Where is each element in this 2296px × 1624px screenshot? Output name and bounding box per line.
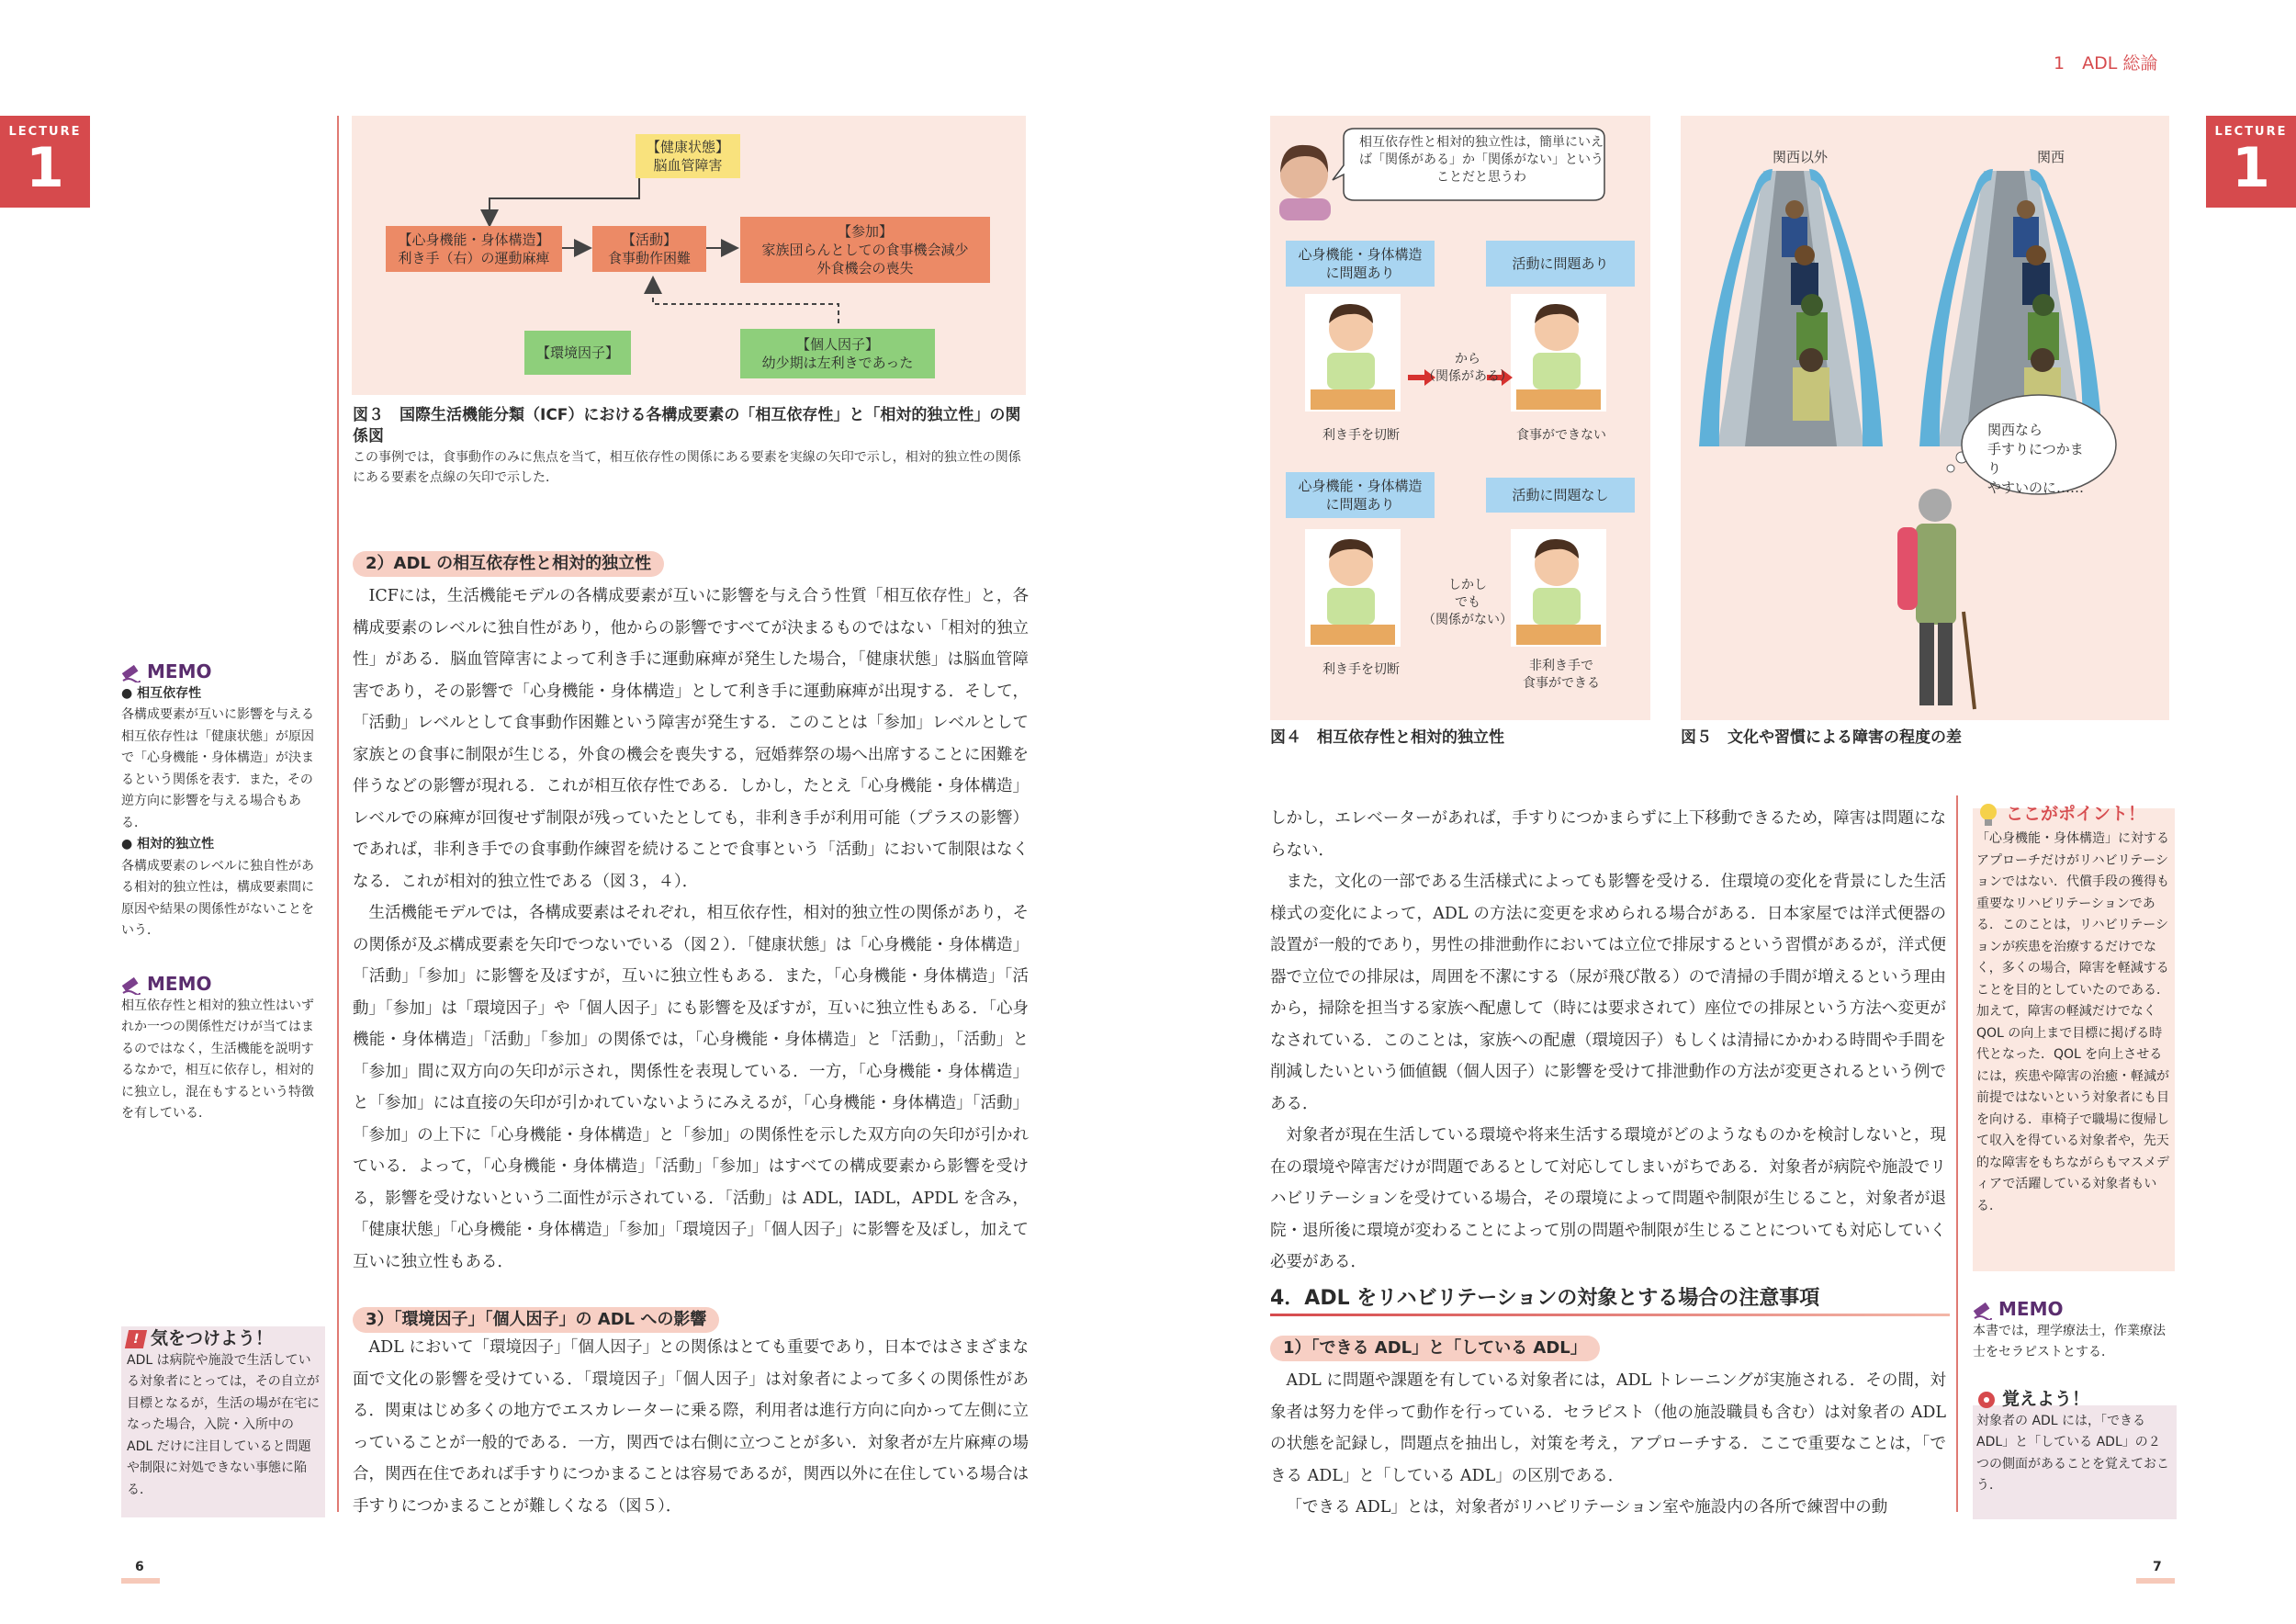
section-3-body xyxy=(353,1332,1029,1522)
figure-3-caption-title: 図３ 国際生活機能分類（ICF）における各構成要素の「相互依存性」と「相対的独立性」の関係図 xyxy=(353,406,1021,445)
section-2-body xyxy=(353,581,1029,1278)
section-2-paragraph-1: ICFには，生活機能モデルの各構成要素が互いに影響を与え合う性質「相互依存性」と，各構成要素のレベルに独自性があり，他からの影響ですべてが決まるものではない「相対的独立性」がある．脳血管障害によって利き手に運動麻痺が発生した場合，「健康状態」は脳血管障害であり，その影響で「心身機能・身体構造」として利き手に運動麻痺が出現する．そして，「活動」レベルとして食事動作困難という障害が発生する．このことは「参加」レベルとして家族との食事に制限が生じる，外食の機会を喪失する，冠婚葬祭の場へ出席することに困難を伴うなどの影響が現れる．これが相互依存性である．しかし，たとえ「心身機能・身体構造」レベルでの麻痺が回復せず制限が残っていたとしても，非利き手が利用可能（プラスの影響）であれば，非利き手での食事動作練習を続けることで食事という「活動」において制限はなくなる．これが相対的独立性である（図３，４）． xyxy=(353,587,1029,891)
figure-4-caption: 図４ 相互依存性と相対的独立性 xyxy=(1270,728,1504,747)
remember-text: 対象者の ADL には，「できる ADL」と「している ADL」の２つの側面があることを覚えておこう． xyxy=(1976,1413,2169,1493)
lecture-tab-right xyxy=(2206,116,2296,208)
label-body-problem-1-text: 心身機能・身体構造 に問題あり xyxy=(1298,246,1423,281)
label-body-problem-2 xyxy=(1286,472,1435,518)
memo-2 xyxy=(121,974,325,1125)
speech-bubble-text: 相互依存性と相対的独立性は，簡単にいえば「関係がある」か「関係がない」ということだと思うわ xyxy=(1359,135,1604,185)
section-1-title: 1）「できる ADL」と「している ADL」 xyxy=(1270,1336,1600,1361)
icf-health-condition-box xyxy=(636,134,740,178)
label-activity-no-problem xyxy=(1486,478,1635,513)
lecture-label: LECTURE xyxy=(2214,125,2288,139)
label-body-problem-1 xyxy=(1286,241,1435,287)
label-activity-problem xyxy=(1486,241,1635,287)
right-body-top xyxy=(1270,803,1946,1279)
memo-1-bullet-2: ● 相対的独立性 xyxy=(121,837,215,851)
memo-right-text: 本書では，理学療法士，作業療法士をセラピストとする． xyxy=(1973,1323,2166,1359)
memo-1-text-2: 各構成要素のレベルに独自性がある相対的独立性は，構成要素間に原因や結果の関係性がないことをいう． xyxy=(121,858,314,938)
kid-4 xyxy=(1511,529,1606,647)
memo-2-text: 相互依存性と相対的独立性はいずれか一つの関係性だけが当てはまるのではなく，生活機能を説明するなかで，相互に依存し，相対的に独立し，混在もするという特徴を有している． xyxy=(121,998,314,1121)
page-number-bar-right xyxy=(2136,1578,2175,1584)
caution-content xyxy=(127,1328,321,1501)
point-text: 「心身機能・身体構造」に対するアプローチだけがリハビリテーションではない．代償手段の獲得も重要なリハビリテーションである．このことは，リハビリテーションが疾患を治療するだけでなく，多くの場合，障害を軽減することを目的としていたのである．加えて，障害の軽減だけでなく QOL の向上まで目標に掲げる時代となった．QOL を向上させるには，疾患や障害の治癒・軽減が前提ではないという対象者にも目を向ける．車椅子で職場に復帰して収入を得ている対象者や，先天的な障害をもちながらもマスメディアで活躍している対象者もいる． xyxy=(1976,831,2169,1213)
pencil-icon xyxy=(1973,1300,1993,1320)
label-activity-no-problem-text: 活動に問題なし xyxy=(1512,487,1609,503)
memo-1-title: MEMO xyxy=(147,660,212,682)
point-heading xyxy=(1976,801,2171,829)
right-body-bottom xyxy=(1270,1365,1946,1524)
escalator-left xyxy=(1699,169,1883,446)
page-number-left: 6 xyxy=(135,1560,144,1574)
memo-right-title: MEMO xyxy=(1998,1298,2064,1320)
chapter-4-title: 4．ADL をリハビリテーションの対象とする場合の注意事項 xyxy=(1270,1287,1820,1310)
icf-body-function-box xyxy=(386,226,562,272)
kid-1 xyxy=(1305,294,1401,412)
label-body-problem-2-text: 心身機能・身体構造 に問題あり xyxy=(1298,478,1423,513)
caution-text: ADL は病院や施設で生活している対象者にとっては，その自立が目標となるが，生活の場が在宅になった場合，入院・入所中の ADL だけに注目していると問題や制限に対処できない事態に陥る． xyxy=(127,1352,320,1497)
caption-cut-hand-1: 利き手を切断 xyxy=(1322,428,1400,443)
section-1-paragraph-2: 「できる ADL」とは，対象者がリハビリテーション室や施設内の各所で練習中の動 xyxy=(1286,1498,1888,1517)
memo-1 xyxy=(121,661,325,942)
memo-2-title: MEMO xyxy=(147,973,212,995)
remember-title: 覚えよう！ xyxy=(2002,1389,2090,1409)
figure-4-illustration xyxy=(1270,116,1650,720)
icf-participation-text: 【参加】 家族団らんとしての食事機会減少 外食機会の喪失 xyxy=(761,223,969,276)
caption-cut-hand-2: 利き手を切断 xyxy=(1322,662,1400,677)
icf-personal-box xyxy=(740,329,935,378)
figure-5-illustration xyxy=(1681,116,2169,720)
lecture-number: 1 xyxy=(26,136,64,200)
woman-avatar xyxy=(1279,145,1331,220)
column-divider-left xyxy=(337,116,339,1512)
section-2-paragraph-2: 生活機能モデルでは，各構成要素はそれぞれ，相互依存性，相対的独立性の関係があり，その関係が及ぶ構成要素を矢印でつないでいる（図２）．「健康状態」は「心身機能・身体構造」「活動」「参加」に影響を及ぼすが，互いに独立性もある．また，「心身機能・身体構造」「活動」「参加」は「環境因子」や「個人因子」にも影響を及ぼすが，互いに独立性もある．「心身機能・身体構造」「活動」「参加」の関係では，「心身機能・身体構造」と「活動」，「活動」と「参加」間に双方向の矢印が示され，関係性を表現している．一方，「心身機能・身体構造」と「参加」には直接の矢印が引かれていないようにみえるが，「心身機能・身体構造」「活動」「参加」の上下に「心身機能・身体構造」と「参加」の関係性を示した双方向の矢印が引かれている．よって，「心身機能・身体構造」「活動」「参加」はすべての構成要素から影響を受ける，影響を受けないという二面性が示されている．「活動」は ADL，IADL，APDL を含み，「健康状態」「心身機能・身体構造」「参加」「環境因子」「個人因子」に影響を及ぼし，加えて互いに独立性もある． xyxy=(353,904,1029,1271)
icf-body-text: 【心身機能・身体構造】 利き手（右）の運動麻痺 xyxy=(398,231,550,266)
pin-icon xyxy=(1976,1390,1997,1410)
caution-heading xyxy=(127,1328,321,1350)
memo-2-heading xyxy=(121,974,325,996)
elderly-man xyxy=(1897,489,1975,709)
memo-1-text-1: 各構成要素が互いに影響を与える相互依存性は「健康状態」が原因で「心身機能・身体構造」が決まるという関係を表す．また，その逆方向に影響を与える場合もある． xyxy=(121,707,314,830)
memo-1-bullet-1: ● 相互依存性 xyxy=(121,685,202,701)
memo-right-heading xyxy=(1973,1299,2177,1321)
icf-environment-box xyxy=(524,331,631,375)
point-title: ここがポイント！ xyxy=(2006,804,2146,825)
memo-1-heading xyxy=(121,661,325,683)
icf-personal-text: 【個人因子】 幼少期は左利きであった xyxy=(761,336,914,371)
kid-3 xyxy=(1305,529,1401,647)
icf-health-text: 【健康状態】 脳血管障害 xyxy=(646,139,729,174)
page-number-bar-left xyxy=(121,1578,160,1584)
thought-bubble-text: 関西なら 手すりにつかまり やすいのに…… xyxy=(1987,422,2085,496)
lightbulb-icon xyxy=(1976,801,2000,829)
lecture-tab-left xyxy=(0,116,90,208)
label-outside-kansai: 関西以外 xyxy=(1773,149,1829,165)
remember-heading xyxy=(1976,1389,2173,1411)
section-1-paragraph-1: ADL に問題や課題を有している対象者には，ADL トレーニングが実施される．その間，対象者は努力を伴って動作を行っている．セラピスト（他の施設職員も含む）は対象者の ADL の状態を記録し，問題点を抽出し，対策を考え，アプローチする．ここで重要なことは，「できる ADL」と「している ADL」の区別である． xyxy=(1270,1371,1946,1485)
caution-title: 気をつけよう！ xyxy=(151,1328,274,1348)
icf-activity-box xyxy=(592,226,706,272)
exclamation-icon: ! xyxy=(125,1330,147,1348)
lecture-label: LECTURE xyxy=(8,125,82,139)
label-activity-problem-text: 活動に問題あり xyxy=(1512,255,1609,272)
remember-content xyxy=(1976,1389,2173,1497)
section-3-title: 3）「環境因子」「個人因子」の ADL への影響 xyxy=(353,1307,719,1333)
pencil-icon xyxy=(121,975,141,995)
caption-eat-non-dominant: 非利き手で 食事ができる xyxy=(1523,659,1600,691)
figure-3-caption-text: この事例では，食事動作のみに焦点を当て，相互依存性の関係にある要素を実線の矢印で示し，相対的独立性の関係にある要素を点線の矢印で示した． xyxy=(353,450,1021,485)
column-divider-right xyxy=(1956,795,1958,1512)
right-paragraph-cont: しかし，エレベーターがあれば，手すりにつかまらずに上下移動できるため，障害は問題にならない． xyxy=(1270,809,1946,860)
icf-environment-text: 【環境因子】 xyxy=(535,344,619,361)
point-content xyxy=(1976,801,2171,1217)
but-no-relation-text: しかし でも （関係がない） xyxy=(1423,578,1513,627)
chapter-header: 1 ADL 総論 xyxy=(2054,53,2158,73)
pencil-icon xyxy=(121,662,141,682)
label-kansai: 関西 xyxy=(2037,149,2065,165)
icf-participation-box xyxy=(740,217,990,283)
right-paragraph-3: 対象者が現在生活している環境や将来生活する環境がどのようなものかを検討しないと，現在の環境や障害だけが問題であるとして対応してしまいがちである．対象者が病院や施設でリハビリテーションを受けている場合，その環境によって問題や制限が生じること，対象者が退院・退所後に環境が変わることによって別の問題や制限が生じることについても対応していく必要がある． xyxy=(1270,1126,1946,1271)
memo-right xyxy=(1973,1299,2177,1364)
from-relation-text: から （関係がある） xyxy=(1423,352,1513,384)
kid-2 xyxy=(1511,294,1606,412)
section-3-paragraph-1: ADL において「環境因子」「個人因子」との関係はとても重要であり，日本ではさまざまな面で文化の影響を受けている．「環境因子」「個人因子」は対象者によって多くの関係性がある．関東はじめ多くの地方でエスカレーターに乗る際，利用者は進行方向に向かって左側に立っていることが一般的である．一方，関西では右側に立つことが多い．対象者が左片麻痺の場合，関西在住であれば手すりにつかまることは容易であるが，関西以外に在住している場合は手すりにつかまることが難しくなる（図５）． xyxy=(353,1338,1029,1516)
right-paragraph-2: また，文化の一部である生活様式によっても影響を受ける．住環境の変化を背景にした生活様式の変化によって，ADL の方法に変更を求められる場合がある．日本家屋では洋式便器の設置が一般的であり，男性の排泄動作においては立位で排尿するという習慣があるが，洋式便器で立位での排尿は，周囲を不潔にする（尿が飛び散る）ので清掃の手間が増えるという理由から，掃除を担当する家族へ配慮して（時には要求されて）座位での排尿という方法へ変更がなされている．このことは，家族への配慮（環境因子）もしくは清掃にかかわる時間や手間を削減したいという価値観（個人因子）に影響を受けて排泄動作の方法が変更されるという例である． xyxy=(1270,873,1946,1113)
page-number-right: 7 xyxy=(2153,1560,2162,1574)
section-2-title: 2）ADL の相互依存性と相対的独立性 xyxy=(353,551,664,577)
figure-5-caption: 図５ 文化や習慣による障害の程度の差 xyxy=(1681,728,1962,747)
chapter-4-underline xyxy=(1270,1314,1950,1316)
lecture-number: 1 xyxy=(2232,136,2270,200)
caption-cannot-eat: 食事ができない xyxy=(1516,428,1606,443)
icf-activity-text: 【活動】 食事動作困難 xyxy=(607,231,691,266)
